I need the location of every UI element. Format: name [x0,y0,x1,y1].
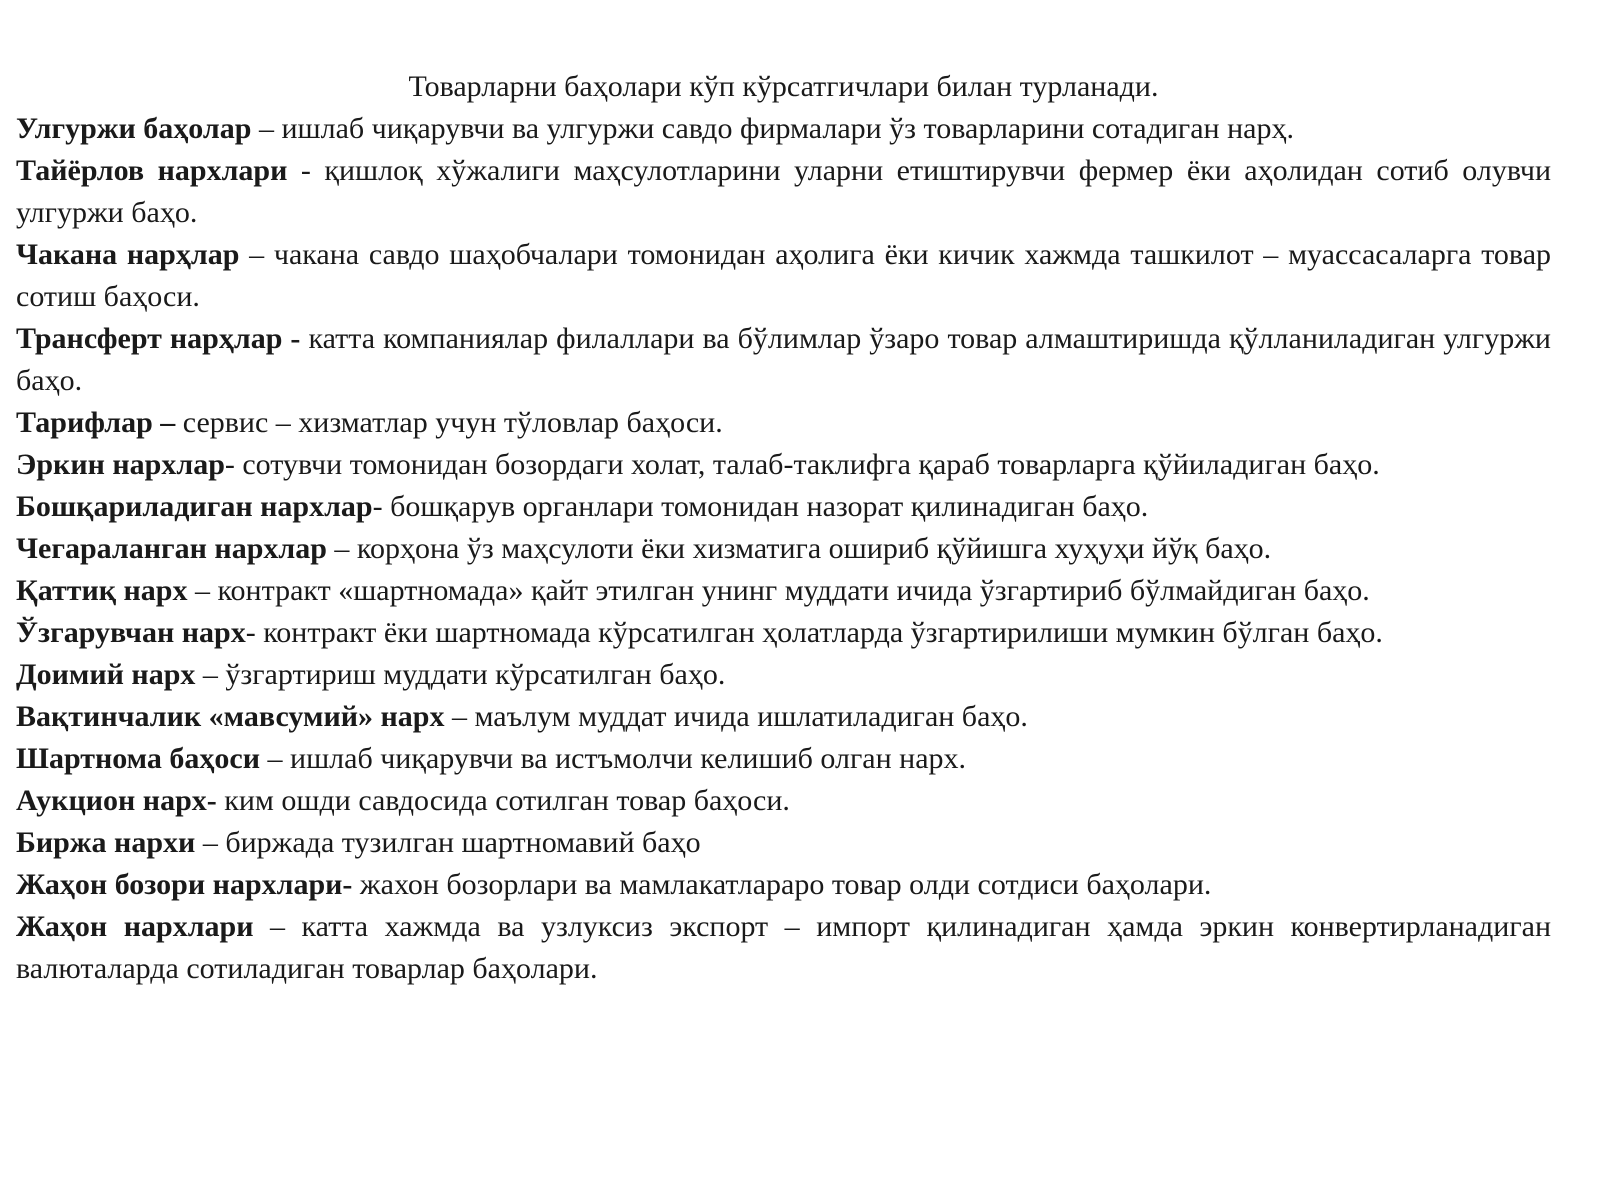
entry-description: – ишлаб чиқарувчи ва истъмолчи келишиб олган нарх. [260,742,967,775]
entry-world-market-prices [16,864,1551,906]
entry-term: Улгуржи баҳолар [16,112,252,145]
entry-term: Жаҳон бозори нархлари- [16,868,353,901]
entry-term: Вақтинчалик «мавсумий» нарх [16,700,445,733]
entry-description: - қишлоқ хўжалиги маҳсулотларини уларни етиштирувчи фермер ёки аҳолидан сотиб олувчи улгуржи баҳо. [16,154,1551,229]
entry-world-prices [16,906,1551,990]
entry-term: Ўзгарувчан нарх [16,616,246,649]
entry-term: Чакана нарҳлар [16,238,240,271]
entry-free-prices [16,444,1551,486]
entry-permanent-price [16,654,1551,696]
entry-term: Тарифлар – [16,406,176,439]
entry-description: – ишлаб чиқарувчи ва улгуржи савдо фирмалари ўз товарларини сотадиган нарҳ. [251,112,1294,145]
entry-capped-prices [16,528,1551,570]
entry-tariffs [16,402,1551,444]
entry-contract-price [16,738,1551,780]
entry-term: Эркин нархлар [16,448,225,481]
document-page [16,66,1551,990]
page-title: Товарларни баҳолари кўп кўрсатгичлари билан турланади. [408,70,1159,103]
entry-description: – маълум муддат ичида ишлатиладиган баҳо. [444,700,1028,733]
entry-description: – чакана савдо шаҳобчалари томонидан аҳолига ёки кичик хажмда ташкилот – муассасаларга товар сотиш баҳоси. [16,238,1552,313]
entry-term: Чегараланган нархлар [16,532,327,565]
entry-variable-price [16,612,1551,654]
entry-auction-price [16,780,1551,822]
entry-term: Трансферт нарҳлар - [16,322,301,355]
entry-wholesale-prices [16,108,1551,150]
entry-procurement-prices [16,150,1551,234]
entry-term: Доимий нарх [16,658,196,691]
entry-retail-prices [16,234,1551,318]
entry-description: – контракт «шартномада» қайт этилган унинг муддати ичида ўзгартириб бўлмайдиган баҳо. [187,574,1370,607]
entry-description: – ўзгартириш муддати кўрсатилган баҳо. [195,658,726,691]
entry-description: сервис – хизматлар учун тўловлар баҳоси. [175,406,723,439]
entry-term: Жаҳон нархлари [16,910,254,943]
entry-term: Биржа нархи [16,826,196,859]
entry-description: – катта хажмда ва узлуксиз экспорт – импорт қилинадиган ҳамда эркин конвертирланадиган валюталарда сотиладиган товарлар баҳолари. [16,910,1551,985]
entry-exchange-price [16,822,1551,864]
entry-description: - контракт ёки шартномада кўрсатилган ҳолатларда ўзгартирилиши мумкин бўлган баҳо. [245,616,1383,649]
entry-description: ким ошди савдосида сотилган товар баҳоси. [216,784,790,817]
entry-description: - бошқарув органлари томонидан назорат қилинадиган баҳо. [372,490,1149,523]
entry-fixed-price [16,570,1551,612]
entry-term: Шартнома баҳоси [16,742,261,775]
entry-description: катта компаниялар филаллари ва бўлимлар ўзаро товар алмаштиришда қўлланиладиган улгуржи баҳо. [16,322,1551,397]
entry-description: – биржада тузилган шартномавий баҳо [195,826,701,859]
entry-term: Аукцион нарх- [16,784,217,817]
entry-transfer-prices [16,318,1551,402]
entry-description: - сотувчи томонидан бозордаги холат, талаб-таклифга қараб товарларга қўйиладиган баҳо. [224,448,1380,481]
entry-regulated-prices [16,486,1551,528]
entry-description: – корҳона ўз маҳсулоти ёки хизматига ошириб қўйишга хуҳуҳи йўқ баҳо. [326,532,1272,565]
entry-seasonal-price [16,696,1551,738]
entry-term: Тайёрлов нархлари [16,154,288,187]
entry-term: Бошқариладиган нархлар [16,490,373,523]
entry-description: жахон бозорлари ва мамлакатлараро товар олди сотдиси баҳолари. [352,868,1212,901]
entry-term: Қаттиқ нарх [16,574,188,607]
